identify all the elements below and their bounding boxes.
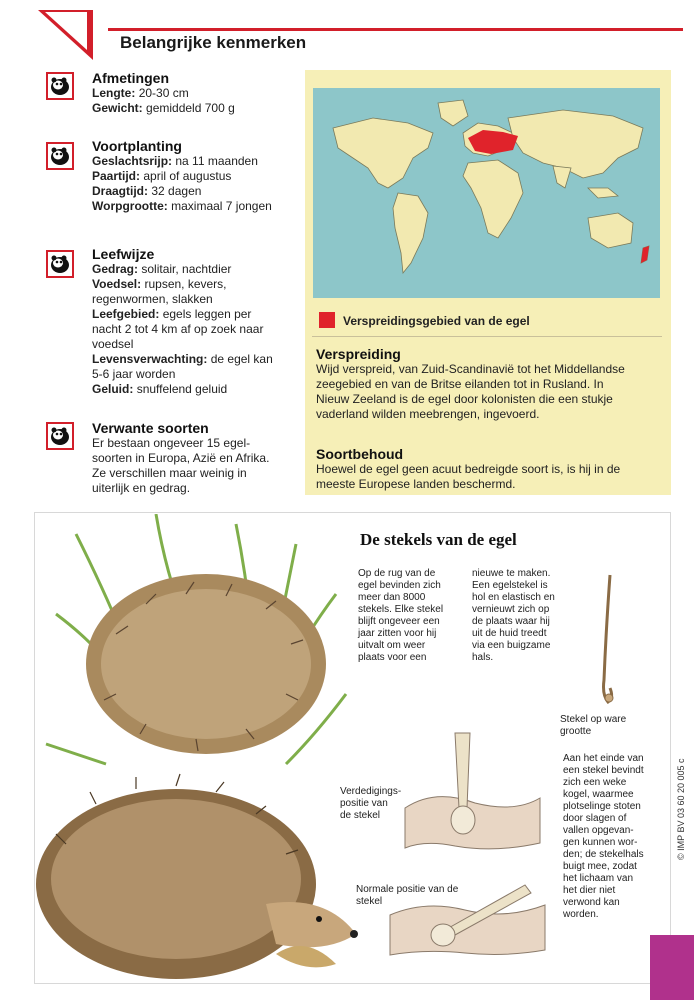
stekels-col1	[358, 568, 458, 664]
text-line: egel bevinden zich	[358, 580, 441, 591]
text-line: stekel	[356, 896, 383, 907]
stekels-col2	[472, 568, 572, 664]
text-line: Nieuw Zeeland is de egel door kolonisten die een stukje	[316, 392, 613, 406]
section-leefwijze	[92, 246, 273, 397]
text-line: nieuwe te maken.	[472, 568, 551, 579]
fact-line: regenwormen, slakken	[92, 292, 213, 306]
text-line: jaar zitten voor hij	[358, 628, 437, 639]
fact-line	[92, 184, 272, 199]
fact-value: snuffelend geluid	[136, 382, 228, 396]
text-line: uitvalt om weer	[358, 640, 426, 651]
fact-line	[92, 101, 235, 116]
section-afmetingen	[92, 70, 235, 116]
fact-line	[92, 199, 272, 214]
text-line: uiterlijk en gedrag.	[92, 481, 191, 495]
text-line: Ze verschillen maar weinig in	[92, 466, 247, 480]
normal-label	[356, 884, 458, 908]
text-line: zich een weke	[563, 777, 627, 788]
fact-value: 20-30 cm	[138, 86, 189, 100]
fact-line	[92, 352, 273, 367]
section-title: Voortplanting	[92, 138, 182, 154]
text-line: plotselinge stoten	[563, 801, 641, 812]
section-voortplanting	[92, 138, 272, 214]
text-line: Een egelstekel is	[472, 580, 548, 591]
text-line: stekels. Elke stekel	[358, 604, 444, 615]
fact-line	[92, 262, 273, 277]
fact-value: na 11 maanden	[175, 154, 258, 168]
legend-label: Verspreidingsgebied van de egel	[343, 314, 530, 328]
defence-label	[340, 786, 401, 822]
panda-icon	[46, 250, 74, 278]
fact-line	[92, 154, 272, 169]
text-line: Wijd verspreid, van Zuid-Scandinavië tot het Middellandse	[316, 362, 625, 376]
fact-label: Worpgrootte:	[92, 199, 168, 213]
stekels-title: De stekels van de egel	[360, 530, 517, 549]
text-line: via een buigzame	[472, 640, 551, 651]
fact-label: Geslachtsrijp:	[92, 154, 173, 168]
fact-line: 5-6 jaar worden	[92, 367, 176, 381]
text-line: uit de huid treedt	[472, 628, 547, 639]
text-line: Verdedigings-	[340, 786, 402, 797]
fact-line	[92, 277, 273, 292]
header-rule	[108, 28, 683, 31]
text-line: het dier niet	[563, 885, 616, 896]
text-line: de plaats waar hij	[472, 616, 550, 627]
text-line: meer dan 8000	[358, 592, 426, 603]
spine-caption	[560, 714, 626, 738]
text-line: een stekel bevindt	[563, 765, 644, 776]
fact-value: solitair, nachtdier	[141, 262, 232, 276]
text-line: het lichaam van	[563, 873, 634, 884]
section-verwante-soorten	[92, 420, 269, 496]
fact-value: april of augustus	[143, 169, 232, 183]
text-line: plaats voor een	[358, 652, 427, 663]
text-line: Aan het einde van	[563, 753, 644, 764]
fact-value: de egel kan	[210, 352, 273, 366]
text-line: den; de stekelhals	[563, 849, 644, 860]
verspreiding-title: Verspreiding	[316, 346, 401, 362]
text-line: vaderland wilden meebrengen, ingevoerd.	[316, 407, 540, 421]
soortbehoud-block	[316, 446, 656, 492]
fact-label: Gedrag:	[92, 262, 139, 276]
fact-value: rupsen, kevers,	[144, 277, 227, 291]
text-line: door slagen of	[563, 813, 627, 824]
hedgehog-illustration	[36, 514, 366, 980]
text-line: worden.	[563, 909, 599, 920]
fact-line	[92, 169, 272, 184]
text-line: blijft ongeveer een	[358, 616, 440, 627]
text-line: hol en elastisch en	[472, 592, 555, 603]
fact-value: egels leggen per	[162, 307, 252, 321]
divider	[312, 336, 662, 337]
text-line: Normale positie van de	[356, 884, 459, 895]
text-line: Hoewel de egel geen acuut bedreigde soort is, is hij in de	[316, 462, 621, 476]
text-line: kogel, waarmee	[563, 789, 634, 800]
section-title: Leefwijze	[92, 246, 155, 262]
text-line: hals.	[472, 652, 494, 663]
panda-icon	[46, 72, 74, 100]
text-line: zeegebied en van de Britse eilanden tot in Rusland. In	[316, 377, 604, 391]
fact-label: Lengte:	[92, 86, 136, 100]
legend-swatch	[319, 312, 335, 328]
world-map	[313, 88, 660, 298]
fact-label: Gewicht:	[92, 101, 143, 115]
fact-label: Levensverwachting:	[92, 352, 208, 366]
fact-line: voedsel	[92, 337, 134, 351]
fact-line	[92, 86, 235, 101]
defence-position-diagram	[395, 728, 545, 858]
fact-label: Draagtijd:	[92, 184, 149, 198]
fact-value: maximaal 7 jongen	[171, 199, 272, 213]
text-line: Op de rug van de	[358, 568, 436, 579]
stekels-col3	[563, 753, 663, 921]
fact-label: Paartijd:	[92, 169, 141, 183]
text-line: positie van	[340, 798, 388, 809]
page-title: Belangrijke kenmerken	[120, 33, 307, 52]
text-line: meeste Europese landen beschermd.	[316, 477, 516, 491]
soortbehoud-title: Soortbehoud	[316, 446, 404, 462]
text-line: Er bestaan ongeveer 15 egel-	[92, 436, 251, 450]
fact-line	[92, 382, 273, 397]
section-title: Verwante soorten	[92, 420, 209, 436]
copyright-code: © IMP BV 03 60 20 005 c	[676, 758, 686, 860]
fact-label: Leefgebied:	[92, 307, 160, 321]
text-line: grootte	[560, 726, 592, 737]
fact-label: Voedsel:	[92, 277, 142, 291]
fact-value: 32 dagen	[151, 184, 202, 198]
text-line: buigt mee, zodat	[563, 861, 637, 872]
text-line: verwond kan	[563, 897, 620, 908]
text-line: vernieuwt zich op	[472, 604, 550, 615]
text-line: gen kunnen wor-	[563, 837, 638, 848]
fact-line: nacht 2 tot 4 km af op zoek naar	[92, 322, 264, 336]
header-corner-inner	[45, 12, 87, 50]
text-line: soorten in Europa, Azië en Afrika.	[92, 451, 270, 465]
corner-tab	[650, 935, 694, 1000]
spine-illustration	[592, 570, 622, 710]
verspreiding-block	[316, 346, 656, 422]
section-title: Afmetingen	[92, 70, 169, 86]
fact-value: gemiddeld 700 g	[146, 101, 235, 115]
fact-line	[92, 307, 273, 322]
text-line: Stekel op ware	[560, 714, 627, 725]
text-line: de stekel	[340, 810, 381, 821]
panda-icon	[46, 422, 74, 450]
fact-label: Geluid:	[92, 382, 134, 396]
panda-icon	[46, 142, 74, 170]
text-line: vallen opgevan-	[563, 825, 634, 836]
